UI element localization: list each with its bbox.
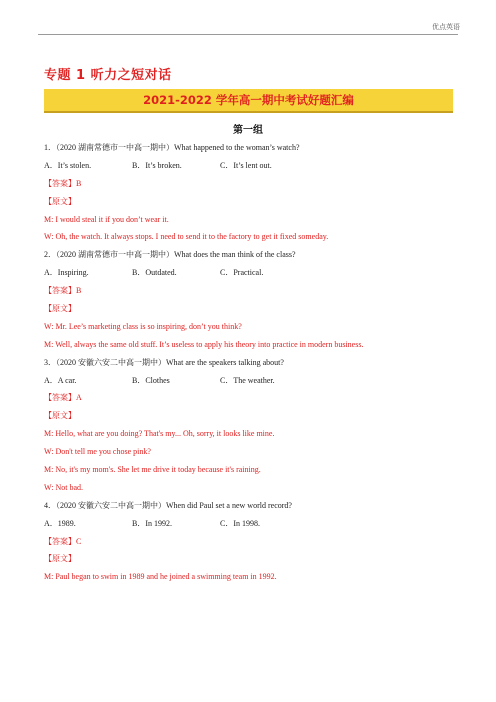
section-banner	[44, 89, 453, 113]
option-c: C．Practical.	[220, 268, 264, 278]
answer-line	[44, 536, 464, 554]
header-brand: 优点英语	[432, 23, 460, 31]
question-stem: 1．（2020 湖南常德市一中高一期中）What happened to the woman’s watch?	[44, 143, 300, 152]
dialogue-line: W: Not bad.	[44, 482, 84, 492]
answer-value: C	[76, 536, 82, 546]
question-options	[44, 518, 464, 536]
question-stem: 4．（2020 安徽六安二中高一期中）When did Paul set a new world record?	[44, 500, 292, 510]
banner-title: 2021-2022 学年高一期中考试好题汇编	[143, 93, 354, 107]
answer-label: 【答案】	[44, 286, 76, 296]
answer-label: 【答案】	[44, 178, 76, 188]
transcript-label: 【原文】	[44, 411, 76, 421]
option-a: A．1989.	[44, 518, 76, 528]
question-stem: 2．（2020 湖南常德市一中高一期中）What does the man think of the class?	[44, 250, 296, 260]
transcript-label: 【原文】	[44, 554, 76, 564]
answer-line	[44, 178, 464, 196]
option-a: A．Inspiring.	[44, 268, 89, 278]
option-b: B．Clothes	[132, 375, 170, 385]
dialogue-line: M: Well, always the same old stuff. It’s useless to apply his theory into practice in modern business.	[44, 339, 364, 349]
dialogue-line: W: Oh, the watch. It always stops. I need to send it to the factory to get it fixed someday.	[44, 232, 329, 242]
answer-value: A	[76, 393, 82, 403]
dialogue-line: M: Hello, what are you doing? That's my... Oh, sorry, it looks like mine.	[44, 429, 275, 439]
question-options	[44, 267, 464, 285]
dialogue-line: M: No, it's my mom's. She let me drive it today because it's raining.	[44, 465, 261, 475]
answer-value: B	[76, 178, 82, 188]
transcript-label: 【原文】	[44, 196, 76, 206]
group-title: 第一组	[233, 125, 263, 136]
option-b: B．Outdated.	[132, 268, 177, 278]
answer-value: B	[76, 286, 82, 296]
transcript-label: 【原文】	[44, 304, 76, 314]
dialogue-line: M: Paul began to swim in 1989 and he joined a swimming team in 1992.	[44, 572, 277, 582]
question-list	[44, 142, 464, 589]
dialogue-line: M: I would steal it if you don’t wear it.	[44, 214, 169, 224]
answer-label: 【答案】	[44, 393, 76, 403]
question-options	[44, 375, 464, 393]
option-a: A．It’s stolen.	[44, 160, 92, 170]
answer-label: 【答案】	[44, 536, 76, 546]
option-b: B．It’s broken.	[132, 160, 182, 170]
answer-line	[44, 392, 464, 410]
question-options	[44, 160, 464, 178]
question-stem: 3．（2020 安徽六安二中高一期中）What are the speakers talking about?	[44, 357, 284, 367]
option-c: C．In 1998.	[220, 518, 260, 528]
header-rule	[38, 34, 458, 35]
option-c: C．It’s lent out.	[220, 160, 272, 170]
option-b: B．In 1992.	[132, 518, 172, 528]
option-c: C．The weather.	[220, 375, 275, 385]
topic-title: 专题 1 听力之短对话	[44, 68, 172, 83]
dialogue-line: W: Don't tell me you chose pink?	[44, 447, 151, 457]
option-a: A．A car.	[44, 375, 77, 385]
dialogue-line: W: Mr. Lee’s marketing class is so inspiring, don’t you think?	[44, 321, 242, 331]
answer-line	[44, 285, 464, 303]
